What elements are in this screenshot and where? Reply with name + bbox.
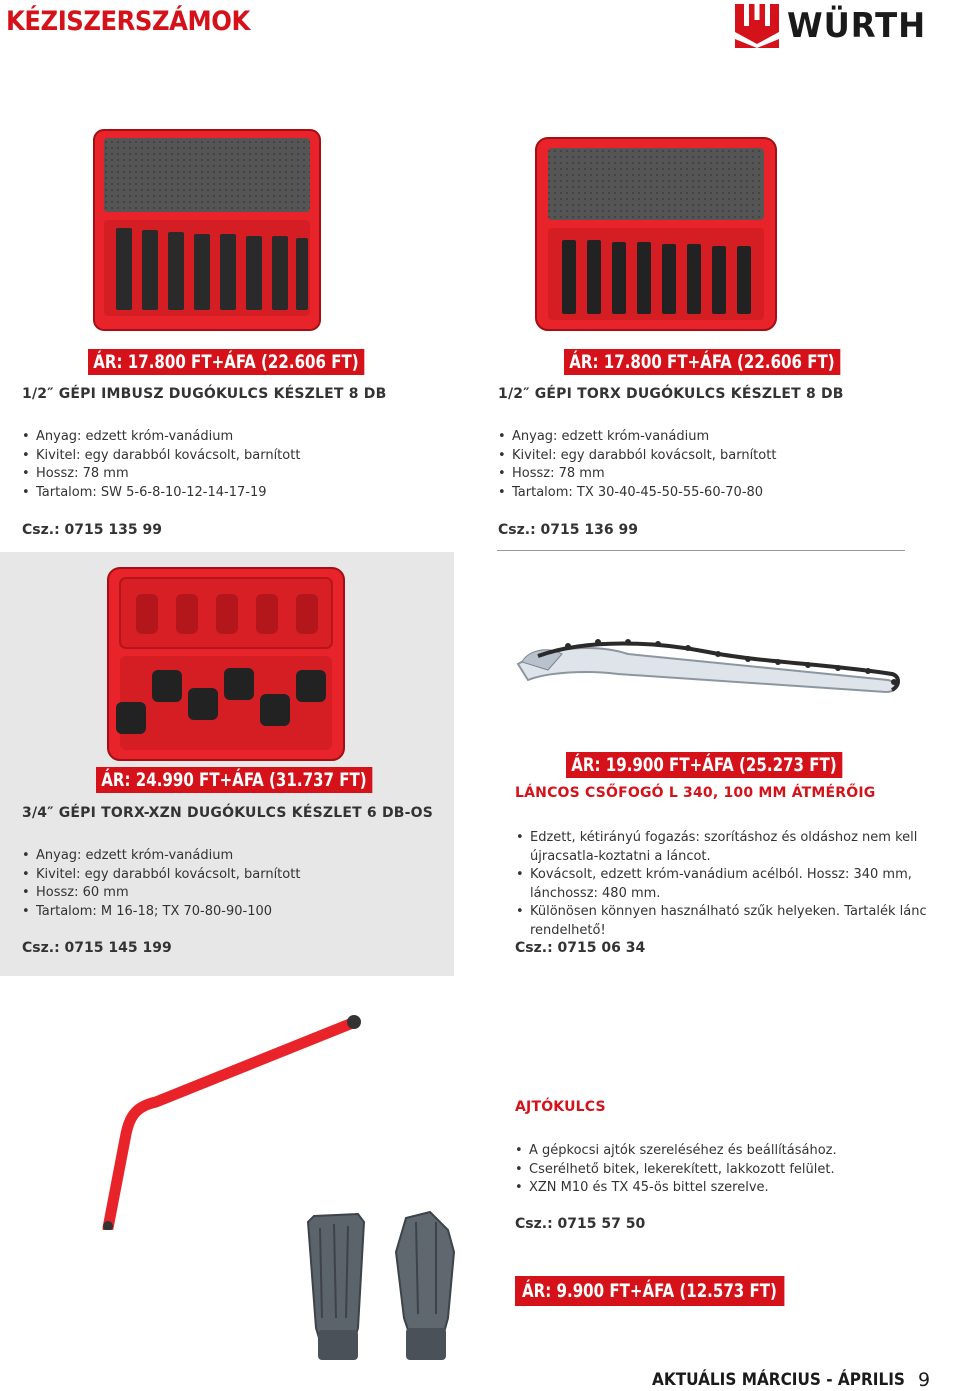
feature-item: • Hossz: 78 mm xyxy=(498,465,928,484)
product-code: Csz.: 0715 136 99 xyxy=(498,522,638,538)
product-code: Csz.: 0715 06 34 xyxy=(515,940,646,956)
feature-item: • Kivitel: egy darabból kovácsolt, barnított xyxy=(498,447,928,466)
feature-item: • Tartalom: TX 30-40-45-50-55-60-70-80 xyxy=(498,484,928,503)
product-title: AJTÓKULCS xyxy=(515,1099,606,1115)
product-image-door-key-tool xyxy=(96,1014,376,1230)
wurth-logo xyxy=(735,4,935,50)
feature-item: • Tartalom: M 16-18; TX 70-80-90-100 xyxy=(22,903,442,922)
product-features xyxy=(516,829,956,941)
feature-item: • Kivitel: egy darabból kovácsolt, barnított xyxy=(22,447,452,466)
feature-item: • Kovácsolt, edzett króm-vanádium acélból. Hossz: 340 mm, lánchossz: 480 mm. xyxy=(516,866,956,903)
product-image-hex-socket-set xyxy=(92,128,322,332)
feature-item: • Kivitel: egy darabból kovácsolt, barnított xyxy=(22,866,442,885)
product-code: Csz.: 0715 135 99 xyxy=(22,522,162,538)
section-divider xyxy=(497,550,905,551)
feature-item: • Anyag: edzett króm-vanádium xyxy=(498,428,928,447)
feature-item: • XZN M10 és TX 45-ös bittel szerelve. xyxy=(515,1179,935,1198)
feature-item: • Edzett, kétirányú fogazás: szorításhoz és oldáshoz nem kell újracsatla-koztatni a láncot. xyxy=(516,829,956,866)
feature-item: • Különösen könnyen használható szűk helyeken. Tartalék lánc rendelhető! xyxy=(516,903,956,940)
feature-item: • A gépkocsi ajtók szereléséhez és beállításához. xyxy=(515,1142,935,1161)
feature-item: • Hossz: 78 mm xyxy=(22,465,452,484)
price-tag: ÁR: 19.900 FT+ÁFA (25.273 FT) xyxy=(566,752,842,778)
product-image-torx-socket-set xyxy=(534,136,778,332)
product-features xyxy=(515,1142,935,1198)
product-features xyxy=(22,847,442,921)
feature-item: • Tartalom: SW 5-6-8-10-12-14-17-19 xyxy=(22,484,452,503)
product-code: Csz.: 0715 145 199 xyxy=(22,940,172,956)
product-title: 3/4″ GÉPI TORX-XZN DUGÓKULCS KÉSZLET 6 DB-OS xyxy=(22,805,434,821)
brand-name: WÜRTH xyxy=(787,6,927,46)
price-tag: ÁR: 24.990 FT+ÁFA (31.737 FT) xyxy=(96,767,372,793)
product-features xyxy=(22,428,452,502)
page-title: KÉZISZERSZÁMOK xyxy=(6,6,250,37)
footer-label: AKTUÁLIS MÁRCIUS - ÁPRILIS xyxy=(652,1370,905,1390)
product-image-chain-pipe-wrench xyxy=(508,634,904,712)
feature-item: • Anyag: edzett króm-vanádium xyxy=(22,847,442,866)
product-title: LÁNCOS CSŐFOGÓ L 340, 100 MM ÁTMÉRŐIG xyxy=(515,785,876,801)
feature-item: • Hossz: 60 mm xyxy=(22,884,442,903)
price-tag: ÁR: 9.900 FT+ÁFA (12.573 FT) xyxy=(515,1276,784,1306)
product-image-door-key-bits xyxy=(298,1208,470,1366)
product-title: 1/2″ GÉPI IMBUSZ DUGÓKULCS KÉSZLET 8 DB xyxy=(22,386,387,402)
product-title: 1/2″ GÉPI TORX DUGÓKULCS KÉSZLET 8 DB xyxy=(498,386,844,402)
product-image-torx-xzn-socket-set xyxy=(106,566,346,762)
page-number: 9 xyxy=(918,1369,931,1391)
price-tag: ÁR: 17.800 FT+ÁFA (22.606 FT) xyxy=(564,349,840,375)
product-features xyxy=(498,428,928,502)
feature-item: • Cserélhető bitek, lekerekített, lakkozott felület. xyxy=(515,1161,935,1180)
price-tag: ÁR: 17.800 FT+ÁFA (22.606 FT) xyxy=(88,349,364,375)
feature-item: • Anyag: edzett króm-vanádium xyxy=(22,428,452,447)
product-code: Csz.: 0715 57 50 xyxy=(515,1216,646,1232)
wurth-logo-icon xyxy=(735,4,779,48)
